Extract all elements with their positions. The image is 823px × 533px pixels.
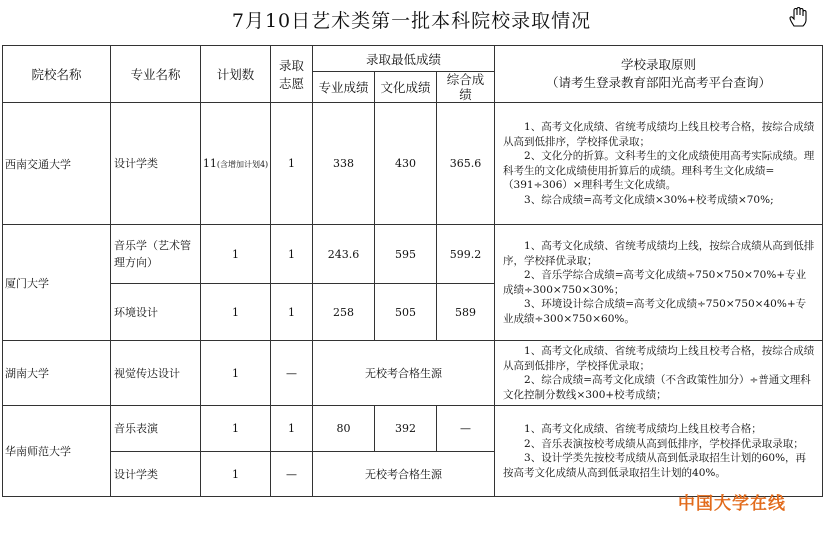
header-rules-subtitle: （请考生登录教育部阳光高考平台查询） [546,75,772,90]
cultural-score: 595 [375,225,437,284]
admit-wish: 1 [271,103,313,225]
cultural-score: 430 [375,103,437,225]
rule-line: 3、环境设计综合成绩=高考文化成绩÷750×750×40%+专业成绩÷300×750×60%。 [503,298,807,325]
header-composite: 综合成绩 [437,72,495,103]
admit-wish: 1 [271,225,313,284]
rule-line: 1、高考文化成绩、省统考成绩均上线且校考合格，按综合成绩从高到低排序，学校择优录取； [503,345,815,372]
professional-score: 338 [313,103,375,225]
major-name: 设计学类 [111,452,201,497]
header-cultural: 文化成绩 [375,72,437,103]
school-name: 湖南大学 [3,341,111,406]
professional-score: 80 [313,406,375,452]
page-title: 7月10日艺术类第一批本科院校录取情况 [231,10,592,32]
header-min-score: 录取最低成绩 [313,46,495,72]
major-name: 设计学类 [111,103,201,225]
rule-line: 3、设计学类先按校考成绩从高到低录取招生计划的60%，再按高考文化成绩从高到低录取招生计划的40%。 [503,452,807,479]
header-major: 专业名称 [111,46,201,103]
plan-count: 1 [201,406,271,452]
admit-wish: 1 [271,406,313,452]
admit-wish: 1 [271,284,313,341]
plan-count-value: 11 [202,157,217,170]
table-row [3,225,823,284]
composite-score: — [437,406,495,452]
admit-wish: — [271,341,313,406]
plan-count: 1 [201,284,271,341]
plan-count: 1 [201,452,271,497]
header-plan: 计划数 [201,46,271,103]
composite-score: 589 [437,284,495,341]
professional-score: 258 [313,284,375,341]
header-rules-title: 学校录取原则 [621,57,697,72]
rule-line: 2、音乐学综合成绩=高考文化成绩÷750×750×70%+专业成绩÷300×750×30%； [503,269,807,296]
header-admit-wish: 录取志愿 [271,46,313,103]
major-name: 音乐学（艺术管理方向） [111,225,201,284]
admission-table [2,45,823,497]
header-professional: 专业成绩 [313,72,375,103]
admission-rules [495,406,823,497]
rule-line: 1、高考文化成绩、省统考成绩均上线，按综合成绩从高到低排序，学校择优录取； [503,240,815,267]
plan-count-note: (含增加计划4) [216,160,269,169]
admission-rules [495,225,823,341]
rule-line: 3、综合成绩=高考文化成绩×30%+校考成绩×70%; [524,193,774,206]
plan-count: 1 [201,225,271,284]
school-name: 西南交通大学 [3,103,111,225]
composite-score: 599.2 [437,225,495,284]
cultural-score: 505 [375,284,437,341]
rule-line: 2、音乐表演按校考成绩从高到低排序，学校择优录取录取； [524,437,804,450]
major-name: 环境设计 [111,284,201,341]
major-name: 音乐表演 [111,406,201,452]
no-qualified-note: 无校考合格生源 [313,341,495,406]
composite-score: 365.6 [437,103,495,225]
table-row [3,103,823,225]
plan-count [201,103,271,225]
hand-cursor-icon [787,6,809,28]
table-row [3,406,823,452]
school-name: 华南师范大学 [3,406,111,497]
school-name: 厦门大学 [3,225,111,341]
rule-line: 1、高考文化成绩、省统考成绩均上线且校考合格； [524,423,762,435]
no-qualified-note: 无校考合格生源 [313,452,495,497]
rule-line: 1、高考文化成绩、省统考成绩均上线且校考合格，按综合成绩从高到低排序，学校择优录取； [503,121,815,148]
cultural-score: 392 [375,406,437,452]
header-rules [495,46,823,103]
admission-rules [495,341,823,406]
watermark-logo: 中国大学在线 [678,494,786,514]
rule-line: 2、综合成绩=高考文化成绩（不含政策性加分）÷普通文理科文化控制分数线×300+校考成绩； [503,374,811,401]
plan-count: 1 [201,341,271,406]
major-name: 视觉传达设计 [111,341,201,406]
header-school: 院校名称 [3,46,111,103]
professional-score: 243.6 [313,225,375,284]
admission-rules [495,103,823,225]
rule-line: 2、文化分的折算。文科考生的文化成绩使用高考实际成绩。理科考生的文化成绩使用折算后的成绩。理科考生文化成绩=（391÷306）×理科考生文化成绩。 [503,150,815,191]
table-row [3,341,823,406]
admit-wish: — [271,452,313,497]
